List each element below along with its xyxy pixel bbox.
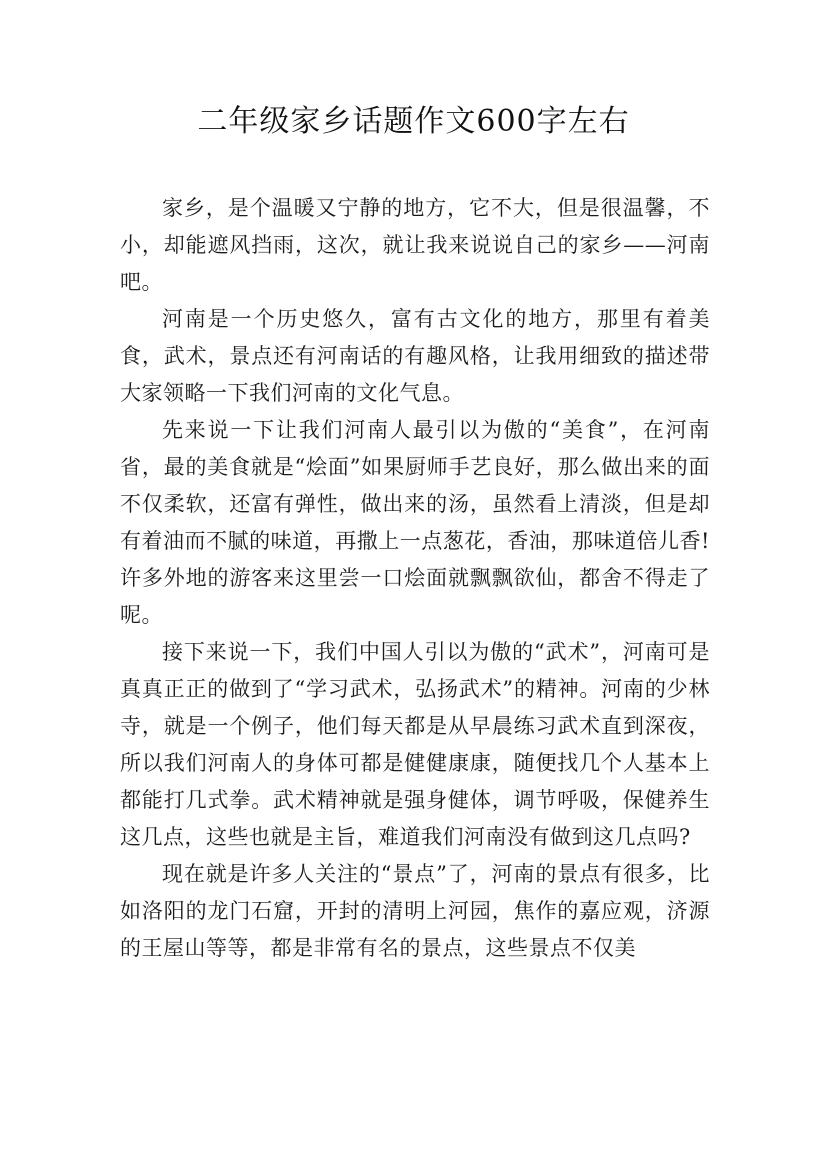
paragraph-martial-arts: 接下来说一下，我们中国人引以为傲的“武术”，河南可是真真正正的做到了“学习武术，弘扬武术”的精神。河南的少林寺，就是一个例子，他们每天都是从早晨练习武术直到深夜，所以我们河南人的身体可都是健健康康，随便找几个人基本上都能打几式拳。武术精神就是强身健体，调节呼吸，保健养生这几点，这些也就是主旨，难道我们河南没有做到这几点吗? bbox=[120, 640, 710, 849]
paragraph-scenic-spots: 现在就是许多人关注的“景点”了，河南的景点有很多，比如洛阳的龙门石窟，开封的清明上河园，焦作的嘉应观，济源的王屋山等等，都是非常有名的景点，这些景点不仅美 bbox=[120, 862, 710, 960]
paragraph-food: 先来说一下让我们河南人最引以为傲的“美食”，在河南省，最的美食就是“烩面”如果厨师手艺良好，那么做出来的面不仅柔软，还富有弹性，做出来的汤，虽然看上清淡，但是却有着油而不腻的味道，再撒上一点葱花，香油，那味道倍儿香!许多外地的游客来这里尝一口烩面就飘飘欲仙，都舍不得走了呢。 bbox=[120, 418, 710, 627]
paragraph-intro: 家乡，是个温暖又宁静的地方，它不大，但是很温馨，不小，却能遮风挡雨，这次，就让我来说说自己的家乡——河南吧。 bbox=[120, 196, 710, 294]
paragraph-overview: 河南是一个历史悠久，富有古文化的地方，那里有着美食，武术，景点还有河南话的有趣风格，让我用细致的描述带大家领略一下我们河南的文化气息。 bbox=[120, 307, 710, 405]
document-body bbox=[120, 190, 710, 967]
document-title: 二年级家乡话题作文600字左右 bbox=[197, 104, 630, 139]
